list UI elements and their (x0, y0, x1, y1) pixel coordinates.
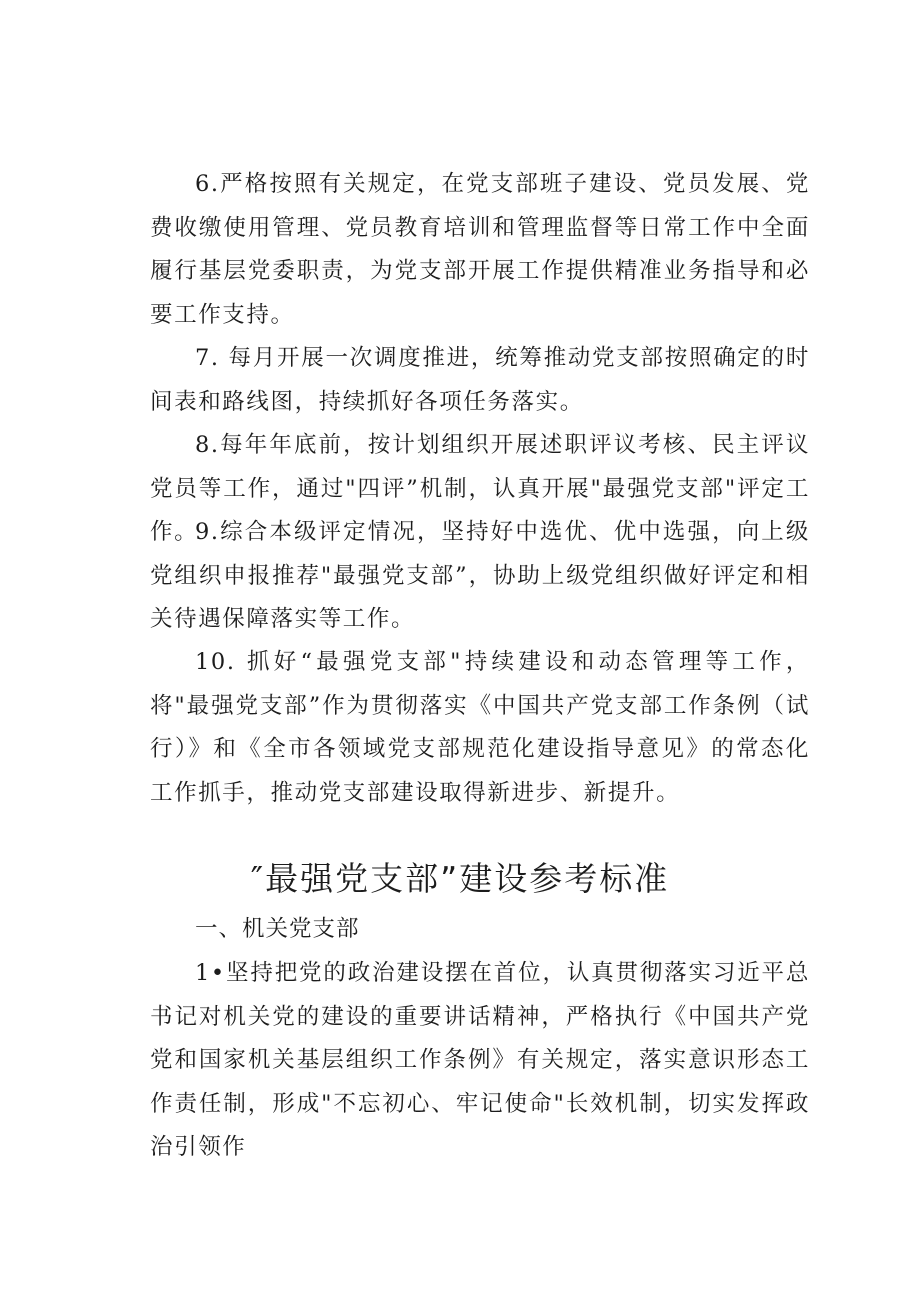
standard-item-1: 1•坚持把党的政治建设摆在首位，认真贯彻落实习近平总书记对机关党的建设的重要讲话精神，严格执行《中国共产党党和国家机关基层组织工作条例》有关规定，落实意识形态工作责任制，形成"不忘初心、牢记使命"长效机制，切实发挥政治引领作 (150, 960, 810, 1160)
standard-title: ″最强党支部”建设参考标准 (250, 859, 670, 898)
paragraph-item-9: 9.综合本级评定情况，坚持好中选优、优中选强，向上级党组织申报推荐"最强党支部”，协助上级党组织做好评定和相关待遇保障落实等工作。 (150, 519, 810, 632)
section-heading: 一、机关党支部 (195, 916, 360, 942)
paragraph-item-6: 6.严格按照有关规定，在党支部班子建设、党员发展、党费收缴使用管理、党员教育培训和管理监督等日常工作中全面履行基层党委职责，为党支部开展工作提供精准业务指导和必要工作支持。 (150, 171, 810, 328)
paragraph-item-8: 8.每年年底前，按计划组织开展述职评议考核、民主评议党员等工作，通过"四评”机制，认真开展"最强党支部"评定工作。 (150, 432, 810, 545)
paragraph-item-7: 7. 每月开展一次调度推进，统筹推动党支部按照确定的时间表和路线图，持续抓好各项任务落实。 (150, 345, 810, 415)
paragraph-item-10: 10. 抓好“最强党支部"持续建设和动态管理等工作，将"最强党支部”作为贯彻落实《中国共产党支部工作条例（试行）》和《全市各领域党支部规范化建设指导意见》的常态化工作抓手，推动党支部建设取得新进步、新提升。 (150, 649, 810, 806)
